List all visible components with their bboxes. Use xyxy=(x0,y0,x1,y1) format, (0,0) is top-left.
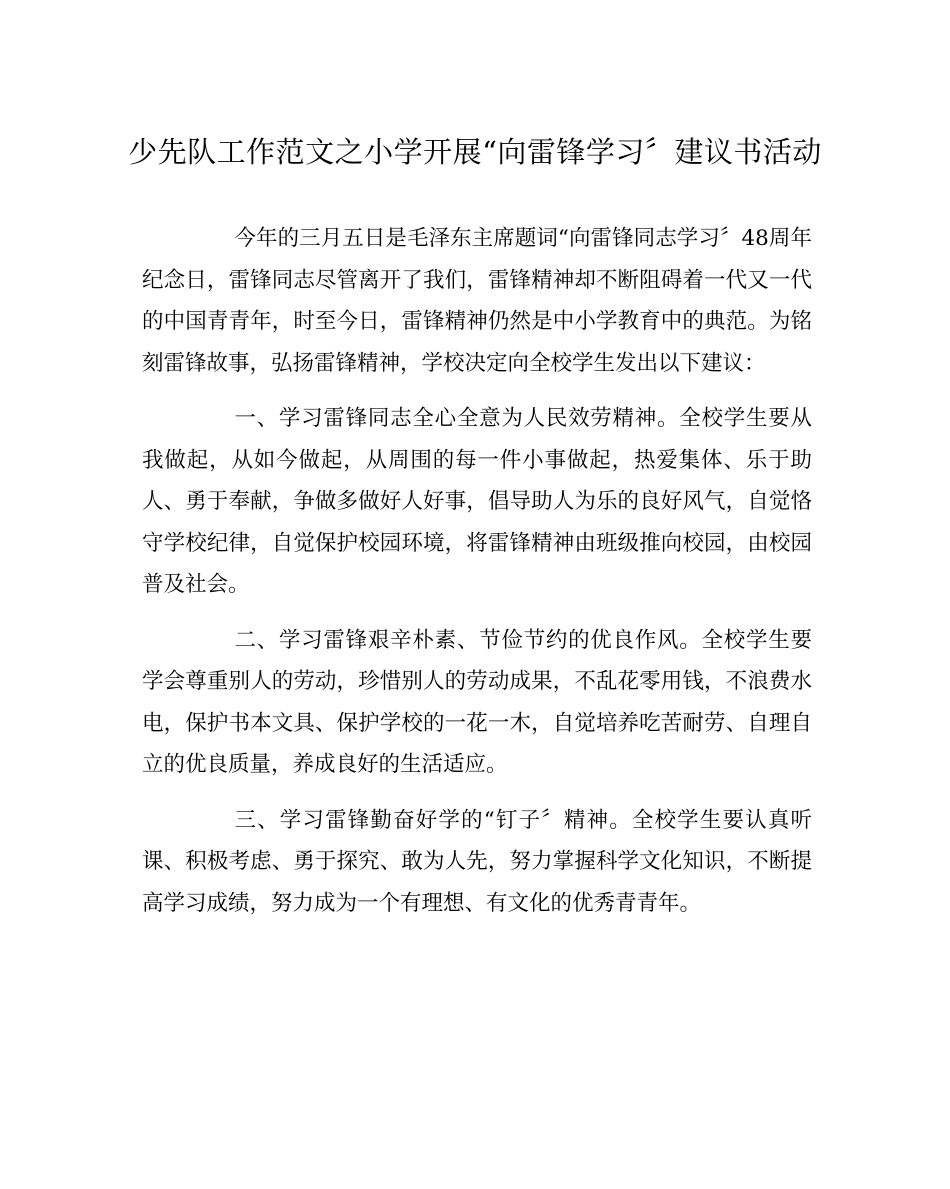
document-body xyxy=(142,218,812,938)
paragraph-intro: 今年的三月五日是毛泽东主席题词“向雷锋同志学习〞48周年纪念日，雷锋同志尽管离开了我们，雷锋精神却不断阻碍着一代又一代的中国青青年，时至今日，雷锋精神仍然是中小学教育中的典范。为铭刻雷锋故事，弘扬雷锋精神，学校决定向全校学生发出以下建议： xyxy=(142,226,812,376)
paragraph-point-3: 三、学习雷锋勤奋好学的“钉子〞精神。全校学生要认真听课、积极考虑、勇于探究、敢为人先，努力掌握科学文化知识，不断提高学习成绩，努力成为一个有理想、有文化的优秀青青年。 xyxy=(142,807,812,916)
document-title: 少先队工作范文之小学开展“向雷锋学习〞建议书活动 xyxy=(128,135,822,169)
paragraph-point-1: 一、学习雷锋同志全心全意为人民效劳精神。全校学生要从我做起，从如今做起，从周围的每一件小事做起，热爱集体、乐于助人、勇于奉献，争做多做好人好事，倡导助人为乐的良好风气，自觉恪守学校纪律，自觉保护校园环境，将雷锋精神由班级推向校园，由校园普及社会。 xyxy=(142,406,812,597)
paragraph-point-2: 二、学习雷锋艰辛朴素、节俭节约的优良作风。全校学生要学会尊重别人的劳动，珍惜别人的劳动成果，不乱花零用钱，不浪费水电，保护书本文具、保护学校的一花一木，自觉培养吃苦耐劳、自理自立的优良质量，养成良好的生活适应。 xyxy=(142,627,812,777)
